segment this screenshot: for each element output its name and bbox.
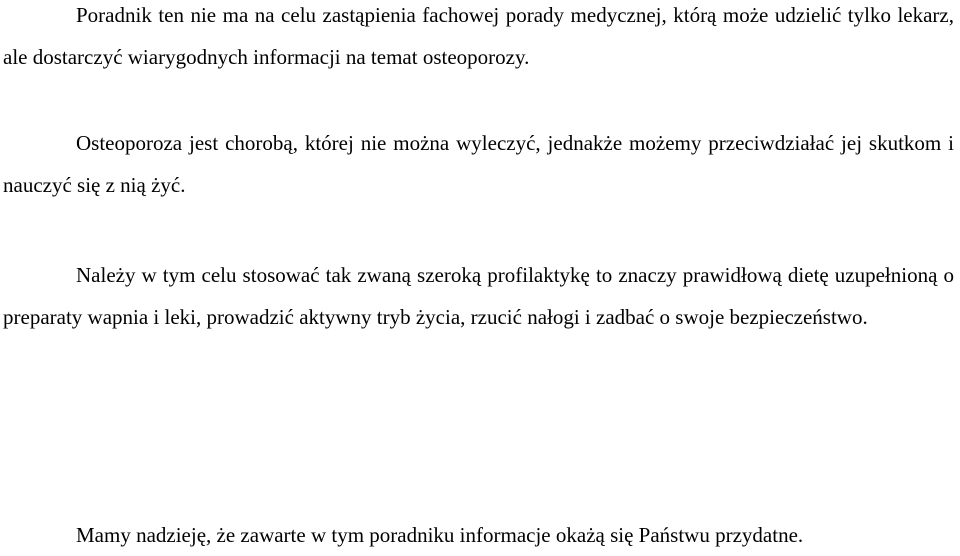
paragraph-osteoporosis-intro: Osteoporoza jest chorobą, której nie można wyleczyć, jednakże możemy przeciwdziałać jej skutkom i nauczyć się z nią żyć. <box>3 131 954 197</box>
paragraph-closing: Mamy nadzieję, że zawarte w tym poradniku informacje okażą się Państwu przydatne. <box>76 523 804 547</box>
paragraph-prevention: Należy w tym celu stosować tak zwaną szeroką profilaktykę to znaczy prawidłową dietę uzupełnioną o preparaty wapnia i leki, prowadzić aktywny tryb życia, rzucić nałogi i zadbać o swoje bezpieczeństwo. <box>3 263 954 329</box>
paragraph-disclaimer: Poradnik ten nie ma na celu zastąpienia fachowej porady medycznej, którą może udzielić tylko lekarz, ale dostarczyć wiarygodnych informacji na temat osteoporozy. <box>3 3 954 69</box>
